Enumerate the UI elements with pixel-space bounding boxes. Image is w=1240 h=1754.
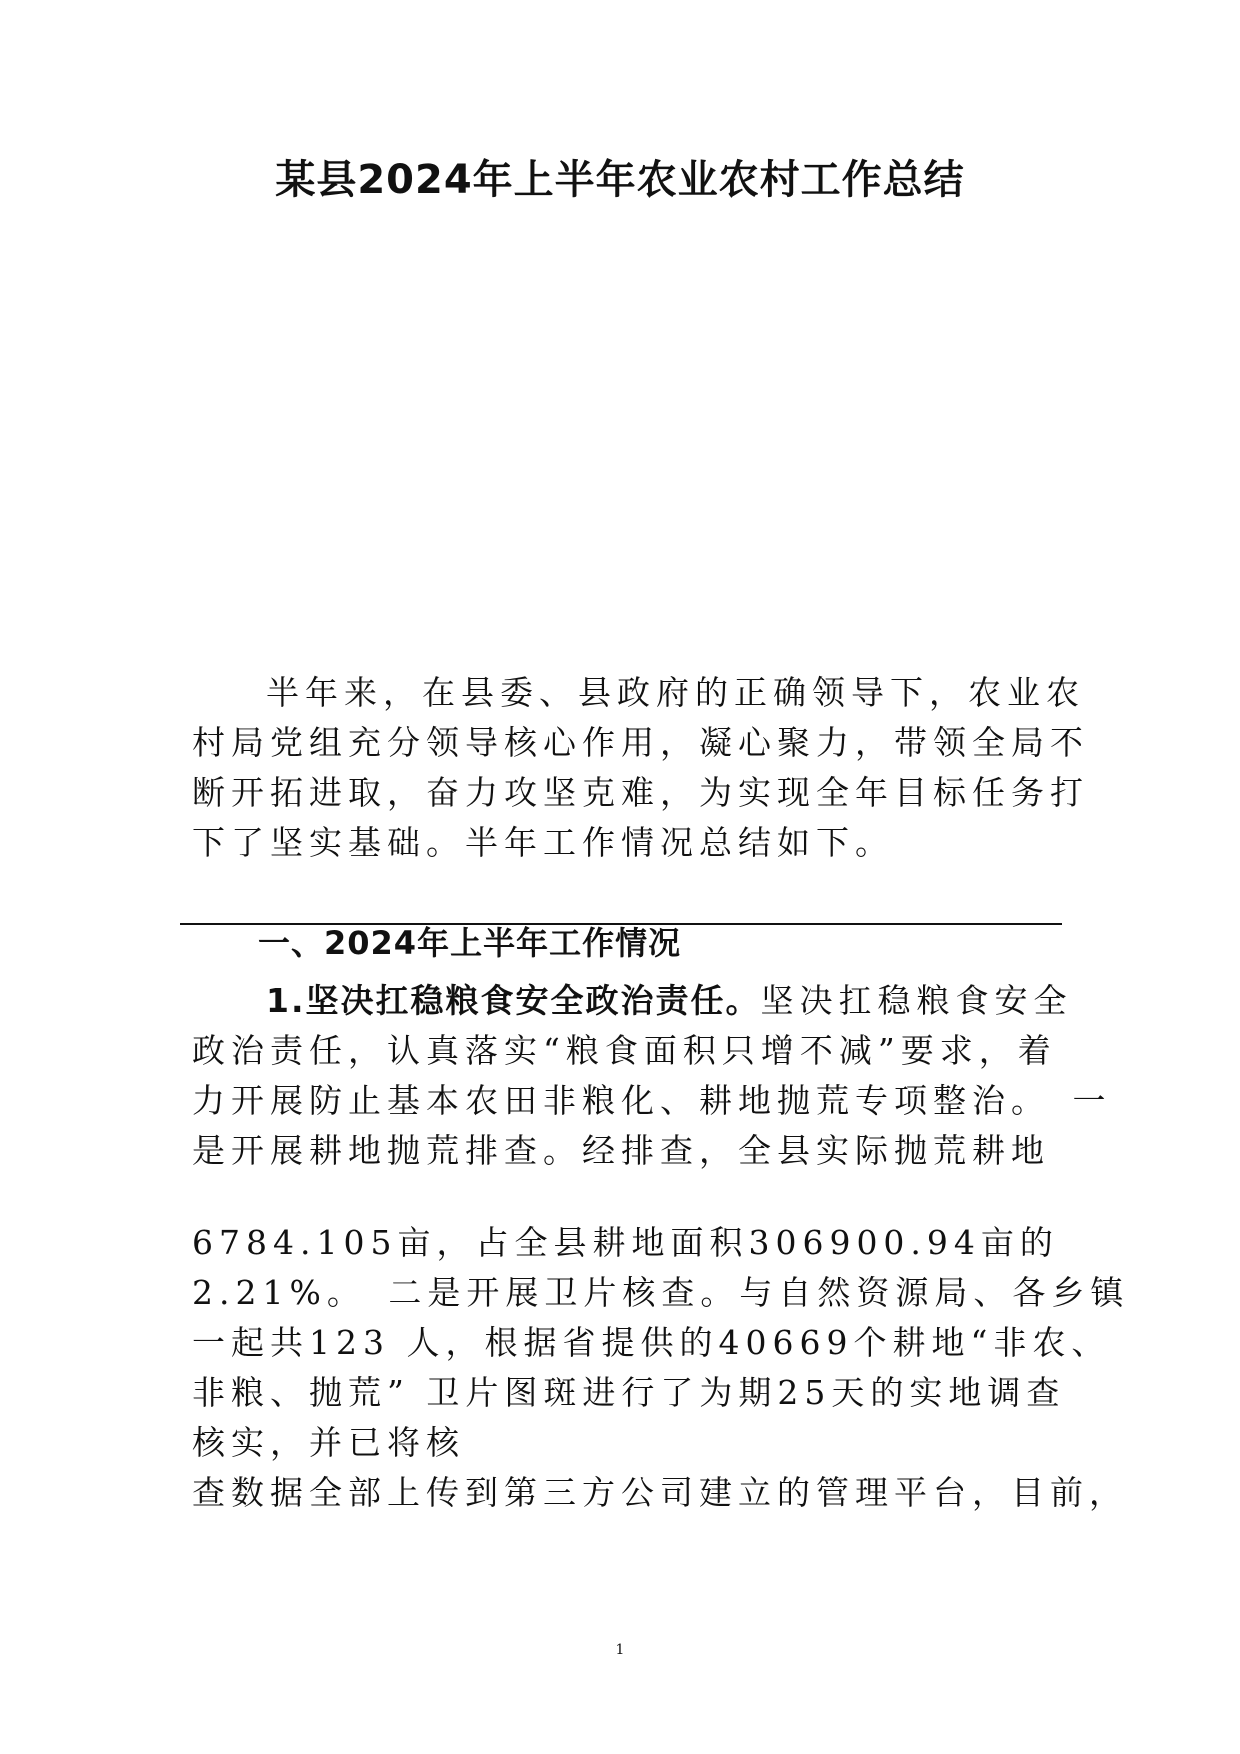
body-line: 一起共123 人，根据省提供的40669个耕地“非农、	[192, 1323, 1111, 1362]
body-line: 2.21%。 二是开展卫片核查。与自然资源局、各乡镇	[192, 1273, 1130, 1312]
intro-line: 断开拓进取，奋力攻坚克难，为实现全年目标任务打	[192, 773, 1089, 812]
body-line: 核实，并已将核	[192, 1423, 465, 1462]
document-title: 某县2024年上半年农业农村工作总结	[275, 157, 965, 203]
body-line: 力开展防止基本农田非粮化、耕地抛荒专项整治。 一	[192, 1081, 1112, 1120]
intro-line: 半年来，在县委、县政府的正确领导下，农业农	[266, 673, 1085, 712]
body-paragraph	[192, 976, 1130, 1518]
section-heading: 一、2024年上半年工作情况	[258, 924, 682, 962]
body-line: 非粮、抛荒” 卫片图斑进行了为期25天的实地调查	[192, 1373, 1066, 1412]
body-line: 查数据全部上传到第三方公司建立的管理平台，目前，	[192, 1473, 1128, 1512]
intro-line: 村局党组充分领导核心作用，凝心聚力，带领全局不	[192, 723, 1089, 762]
body-line: 政治责任，认真落实“粮食面积只增不减”要求，着	[192, 1031, 1057, 1070]
body-first-line-rest: 坚决扛稳粮食安全	[760, 981, 1073, 1020]
intro-line: 下了坚实基础。半年工作情况总结如下。	[192, 823, 894, 862]
body-line: 是开展耕地抛荒排查。经排查，全县实际抛荒耕地	[192, 1131, 1050, 1170]
body-line: 6784.105亩，占全县耕地面积306900.94亩的	[192, 1223, 1059, 1262]
body-line-first	[192, 976, 1073, 1026]
intro-paragraph	[192, 668, 1089, 868]
page-number: 1	[615, 1642, 625, 1658]
subsection-lead: 1.坚决扛稳粮食安全政治责任。	[266, 981, 761, 1020]
